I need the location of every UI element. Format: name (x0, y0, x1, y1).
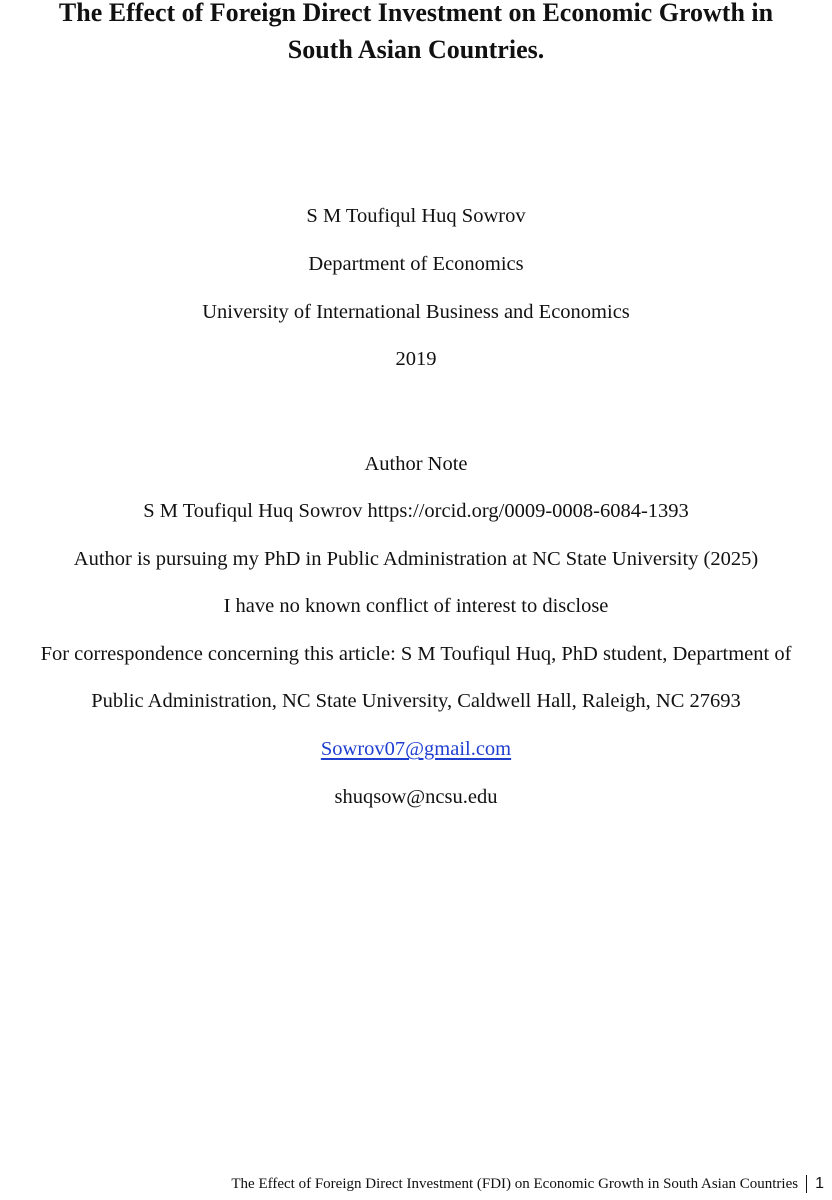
primary-email-link[interactable]: Sowrov07@gmail.com (320, 738, 512, 760)
secondary-email: shuqsow@ncsu.edu (334, 786, 498, 808)
footer-running-title: The Effect of Foreign Direct Investment (FDI) on Economic Growth in South Asian Countries (231, 1175, 799, 1192)
conflict-of-interest-line: I have no known conflict of interest to disclose (223, 595, 609, 617)
page-footer (231, 1174, 824, 1194)
correspondence-line-2: Public Administration, NC State University, Caldwell Hall, Raleigh, NC 27693 (91, 690, 741, 712)
author-status-line: Author is pursuing my PhD in Public Administration at NC State University (2025) (73, 548, 759, 570)
footer-page-number: 1 (815, 1175, 824, 1192)
author-department: Department of Economics (308, 253, 524, 275)
footer-divider (806, 1175, 807, 1193)
author-university: University of International Business and Economics (202, 301, 630, 323)
paper-title-line-2: South Asian Countries. (287, 35, 545, 64)
correspondence-line-1: For correspondence concerning this article: S M Toufiqul Huq, PhD student, Department of (40, 643, 792, 665)
author-note-heading: Author Note (364, 453, 468, 475)
paper-title-line-1: The Effect of Foreign Direct Investment on Economic Growth in (58, 0, 774, 27)
publication-year: 2019 (395, 348, 437, 370)
primary-email-line (0, 735, 832, 763)
paper-title (0, 0, 832, 68)
author-orcid-line: S M Toufiqul Huq Sowrov https://orcid.org/0009-0008-6084-1393 (143, 500, 689, 522)
author-name: S M Toufiqul Huq Sowrov (306, 205, 526, 227)
